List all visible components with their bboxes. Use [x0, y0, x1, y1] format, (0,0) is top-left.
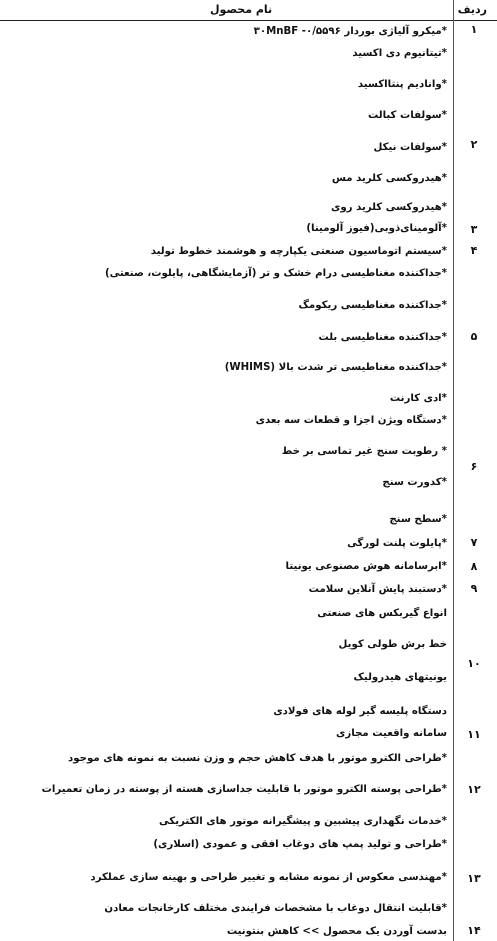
row-number: ۱۱	[467, 728, 481, 741]
product-name: یونیتهای هیدرولیک	[353, 672, 447, 683]
product-name: *جداکننده مغناطیسی تر شدت بالا (WHIMS)	[224, 362, 447, 373]
product-name: *جداکننده مغناطیسی درام خشک و تر (آزمایشگاهی، پایلوت، صنعتی)	[104, 268, 447, 279]
row-number: ۱۳	[467, 872, 481, 885]
product-name: * رطوبت سنج غیر تماسی بر خط	[281, 446, 447, 457]
row-number: ۱۰	[467, 657, 481, 670]
product-name: انواع گیربکس های صنعتی	[317, 608, 447, 619]
product-name: *هیدروکسی کلرید مس	[331, 173, 447, 184]
product-name: *مهندسی معکوس از نمونه مشابه و تغییر طراحی و بهینه سازی عملکرد	[90, 872, 447, 883]
product-name: *سطح سنج	[389, 514, 447, 525]
row-number: ۱	[470, 23, 478, 36]
product-name: *قابلیت انتقال دوغاب با مشخصات فرایندی مختلف کارخانجات معادن	[104, 903, 447, 914]
product-name: *دستگاه ویژن اجزا و قطعات سه بعدی	[255, 415, 447, 426]
product-name: *سیستم اتوماسیون صنعتی یکپارچه و هوشمند خطوط تولید	[150, 246, 447, 257]
row-number: ۲	[470, 138, 478, 151]
product-name: *میکرو آلیاژی بوردار ۳۰MnBF -۰/۵۵۹۶	[253, 26, 447, 37]
product-name: *کدورت سنج	[382, 477, 447, 488]
product-name: *جداکننده مغناطیسی ریکومگ	[298, 300, 447, 311]
product-name: بدست آوردن یک محصول >> کاهش بنتونیت	[226, 926, 447, 937]
product-name: خط برش طولی کویل	[338, 639, 447, 650]
product-name: *آلومینای‌ذوبی(فیوز آلومینا)	[306, 223, 447, 234]
row-number: ۶	[470, 460, 478, 473]
product-name: *جداکننده مغناطیسی بلت	[318, 332, 447, 343]
product-name: *طراحی پوسته الکترو موتور با قابلیت جداسازی هسته از پوسته در زمان تعمیرات	[41, 784, 447, 795]
product-name: *سولفات نیکل	[373, 142, 447, 153]
row-number: ۳	[470, 223, 478, 236]
row-number: ۱۴	[467, 924, 481, 937]
column-divider	[453, 0, 454, 941]
row-number: ۷	[470, 536, 478, 549]
product-name: *هیدروکسی کلرید روی	[331, 202, 447, 213]
product-name: *خدمات نگهداری پیشبین و پیشگیرانه موتور های الکتریکی	[158, 816, 447, 827]
row-number: ۱۲	[467, 783, 481, 796]
product-name: *تیتانیوم دی اکسید	[352, 48, 447, 59]
table-header	[0, 0, 497, 21]
product-name: *ادی کارنت	[389, 393, 447, 404]
header-row-label: ردیف	[457, 3, 487, 16]
product-name: *دستبند پایش آنلاین سلامت	[308, 584, 447, 595]
header-product-label: نام محصول	[210, 3, 273, 16]
row-number: ۴	[470, 244, 478, 257]
row-number: ۹	[470, 582, 478, 595]
product-name: دستگاه پلیسه گیر لوله های فولادی	[273, 706, 447, 717]
product-name: *سولفات کبالت	[367, 110, 447, 121]
product-name: *وانادیم پنتااکسید	[357, 79, 447, 90]
product-name: *پایلوت پلنت لورگی	[347, 538, 447, 549]
row-number: ۵	[470, 330, 478, 343]
product-name: *طراحی و تولید پمپ های دوغاب افقی و عمودی (اسلاری)	[153, 839, 447, 850]
product-name: سامانه واقعیت مجازی	[336, 728, 447, 739]
row-number: ۸	[470, 560, 478, 573]
product-name: *ابرسامانه هوش مصنوعی یونیتا	[285, 561, 447, 572]
product-name: *طراحی الکترو موتور با هدف کاهش حجم و وزن نسبت به نمونه های موجود	[68, 753, 447, 764]
